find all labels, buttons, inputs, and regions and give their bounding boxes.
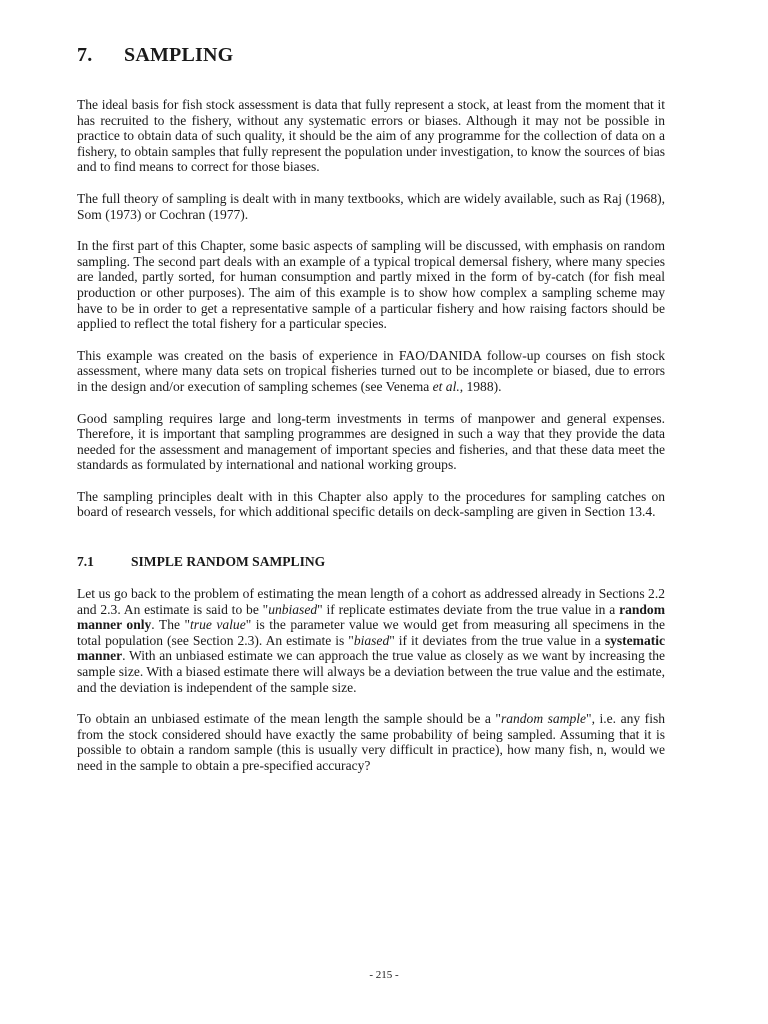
chapter-title: SAMPLING xyxy=(124,44,234,66)
paragraph-example-basis xyxy=(77,348,665,395)
paragraph-unbiased-definition xyxy=(77,586,665,695)
italic-text: et al. xyxy=(432,378,460,394)
section-heading xyxy=(77,554,665,570)
paragraph-text: To obtain an unbiased estimate of the mean length the sample should be a " xyxy=(77,711,501,727)
chapter-heading xyxy=(77,44,665,67)
paragraph-text: ", i.e. any fish from the stock considered should have exactly the same probability of being sampled. Assuming that it is possible to obtain a random sample (this is usually very difficult in practice), how many fish, n, would we need in the sample to obtain a pre-specified accuracy? xyxy=(77,711,666,773)
italic-term: random sample xyxy=(500,711,587,727)
italic-term: true value xyxy=(190,617,246,633)
paragraph-good-sampling: Good sampling requires large and long-term investments in terms of manpower and general expenses. Therefore, it is important that sampling programmes are designed in such a way that they provide the data needed for the assessment and management of important species and fisheries, and that these data meet the standards as formulated by international and national working groups. xyxy=(77,410,665,473)
paragraph-text: " is the parameter value we would get from measuring all specimens in the total population (see Section 2.3). An estimate is " xyxy=(77,617,665,648)
paragraph-chapter-overview: In the first part of this Chapter, some basic aspects of sampling will be discussed, with emphasis on random sampling. The second part deals with an example of a typical tropical demersal fishery, where many species are landed, partly sorted, for human consumption and partly mixed in the form of by-catch (for fish meal production or other purposes). The aim of this example is to show how complex a sampling scheme may have to be in order to get a representative sample of a particular fishery and how raising factors should be applied to reflect the total fishery for a particular species. xyxy=(77,238,665,332)
paragraph-principles: The sampling principles dealt with in this Chapter also apply to the procedures for sampling catches on board of research vessels, for which additional specific details on deck-sampling are given in Section 13.4. xyxy=(77,488,665,520)
paragraph-text: " if replicate estimates deviate from the true value in a xyxy=(317,601,620,617)
paragraph-random-sample xyxy=(77,711,665,773)
paragraph-theory: The full theory of sampling is dealt with in many textbooks, which are widely available, such as Raj (1968), Som (1973) or Cochran (1977). xyxy=(77,190,665,222)
section-title: SIMPLE RANDOM SAMPLING xyxy=(131,554,326,570)
paragraph-text: . The " xyxy=(151,617,191,633)
chapter-number: 7. xyxy=(77,44,93,66)
bold-term: systematic manner xyxy=(77,632,665,664)
bold-term: random manner only xyxy=(77,601,665,633)
italic-term: unbiased xyxy=(268,601,318,617)
page-number: - 215 - xyxy=(369,969,399,981)
paragraph-text: Let us go back to the problem of estimating the mean length of a cohort as addressed already in Sections 2.2 and 2.3. An estimate is said to be " xyxy=(77,586,665,617)
paragraph-text: . With an unbiased estimate we can approach the true value as closely as we want by increasing the sample size. With a biased estimate there will always be a deviation between the true value and the estimate, and the deviation is independent of the sample size. xyxy=(77,648,665,695)
section-number: 7.1 xyxy=(77,554,94,570)
paragraph-intro: The ideal basis for fish stock assessment is data that fully represent a stock, at least from the moment that it has recruited to the fishery, without any systematic errors or biases. Although it may not be possible in practice to obtain data of such quality, it should be the aim of any programme for the collection of data on a fishery, to obtain samples that fully represent the population under investigation, to know the sources of bias and to find means to correct for those biases. xyxy=(77,97,665,175)
paragraph-text: " if it deviates from the true value in a xyxy=(389,632,605,648)
italic-term: biased xyxy=(353,632,390,648)
paragraph-text: , 1988). xyxy=(459,378,502,394)
paragraph-text: This example was created on the basis of experience in FAO/DANIDA follow-up courses on fish stock assessment, where many data sets on tropical fisheries turned out to be incomplete or biased, due to errors in the design and/or execution of sampling schemes (see Venema xyxy=(77,347,665,394)
document-page xyxy=(77,44,665,790)
